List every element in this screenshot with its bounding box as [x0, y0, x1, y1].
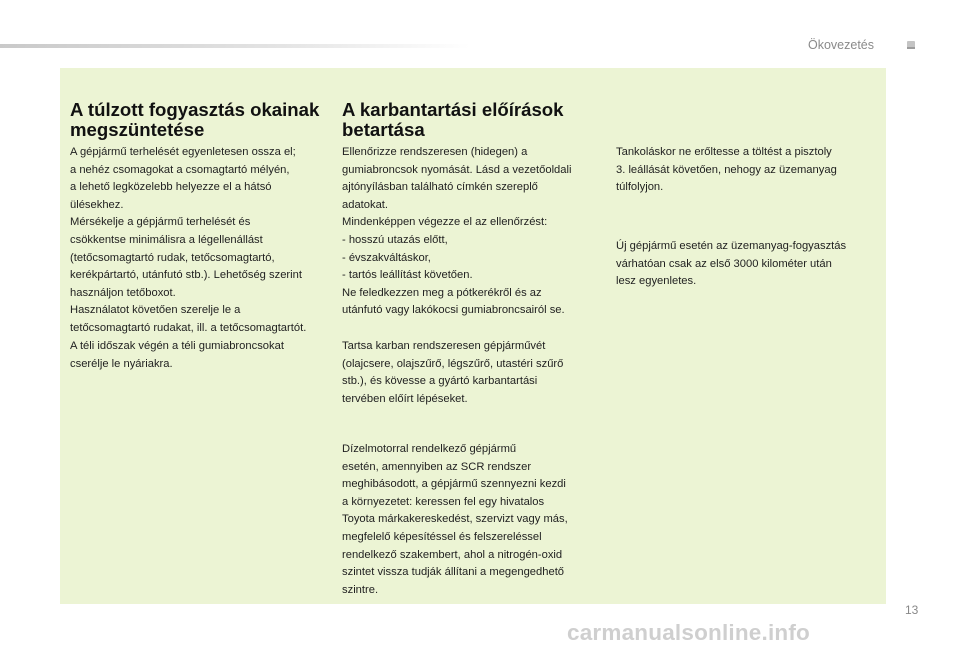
paragraph-scr-system: Dízelmotorral rendelkező gépjármű esetén, amennyiben az SCR rendszer meghibásodott, a gépjármű szennyezni kezdi a környezetet: keressen fel egy hivatalos Toyota márkakereskedést, szervizt vagy más, megfelelő képesítéssel és felszereléssel rendelkező szakembert, ahol a nitrogén-oxid szintet vissza tudják állítani a megengedhető szintre.	[342, 443, 568, 596]
section-heading-maintenance	[342, 100, 612, 140]
paragraph-load-distribution: A gépjármű terhelését egyenletesen ossza el; a nehéz csomagokat a csomagtartó mélyén, a lehető legközelebb helyezze el a hátsó ülésekhez. Mérsékelje a gépjármű terhelését és csökkentse minimálisra a légellenállást (tetőcsomagtartó rudak, tetőcsomagtartó, kerékpártartó, utánfutó stb.). Lehetőség szerint használjon tetőboxot. Használatot követően szerelje le a tetőcsomagtartó rudakat, ill. a tetőcsomagtartót.	[70, 146, 307, 334]
paragraph-new-vehicle: Új gépjármű esetén az üzemanyag-fogyasztás várhatóan csak az első 3000 kilométer után lesz egyenletes.	[616, 240, 847, 288]
page-number: 13	[905, 603, 919, 617]
section-heading-fuel-consumption	[70, 100, 340, 140]
header-rule	[0, 44, 470, 48]
watermark: carmanualsonline.info	[567, 620, 810, 645]
chapter-title: Ökovezetés	[807, 38, 874, 52]
content-panel	[60, 68, 886, 604]
heading-line: megszüntetése	[70, 119, 205, 140]
paragraph-tyre-pressure: Ellenőrizze rendszeresen (hidegen) a gumiabroncsok nyomását. Lásd a vezetőoldali ajtónyílásban található címkén szereplő adatokat. Mindenképpen végezze el az ellenőrzést: - hosszú utazás előtt, - évszakváltáskor, - tartós leállítást követően. Ne feledkezzen meg a pótkerékről és az utánfutó vagy lakókocsi gumiabroncsairól se.	[342, 146, 572, 317]
paragraph-service-schedule: Tartsa karban rendszeresen gépjárművét (olajcsere, olajszűrő, légszűrő, utastéri szűrő stb.), és kövesse a gyártó karbantartási tervében előírt lépéseket.	[342, 340, 564, 405]
chapter-marker-icon	[907, 41, 915, 49]
heading-line: A túlzott fogyasztás okainak	[70, 99, 320, 120]
paragraph-refuelling: Tankoláskor ne erőltesse a töltést a pisztoly 3. leállását követően, nehogy az üzemanyag túlfolyjon.	[616, 146, 837, 194]
heading-line: betartása	[342, 119, 425, 140]
heading-line: A karbantartási előírások	[342, 99, 564, 120]
paragraph-winter-tyres: A téli időszak végén a téli gumiabroncsokat cserélje le nyáriakra.	[70, 340, 284, 370]
